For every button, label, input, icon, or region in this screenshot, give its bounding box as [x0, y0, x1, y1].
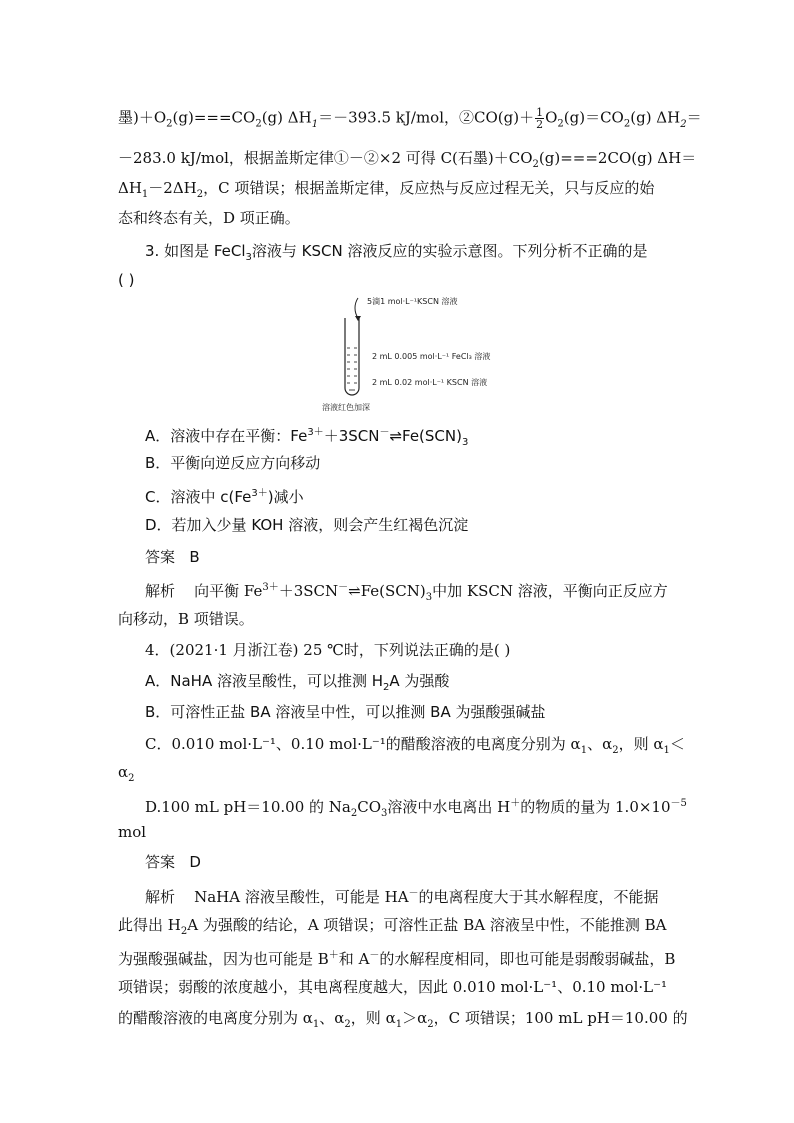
option-c-cont: $\alpha_2$	[118, 763, 135, 784]
text-line: 态和终态有关，D 项正确。	[118, 209, 300, 227]
option-c: C．溶液中 $c(Fe^{3+})$减小	[145, 488, 304, 506]
text-line: －283.0 kJ/mol，根据盖斯定律①－②×2 可得 C(石墨)$+CO_2(g)===2CO(g)$ ΔH＝	[118, 149, 697, 170]
dropper-arrow	[355, 298, 358, 318]
option-b: B．可溶性正盐 BA 溶液呈中性，可以推测 BA 为强酸强碱盐	[145, 703, 546, 721]
text-line: $\Delta H_1-2\Delta H_2$，C 项错误；根据盖斯定律，反应热与反应过程无关，只与反应的始	[118, 179, 655, 200]
answer-row: 答案 D	[145, 853, 201, 871]
fraction: $\frac{1}{2}$	[536, 106, 544, 131]
arrow-head-icon	[355, 316, 361, 321]
option-d: D．若加入少量 KOH 溶液，则会产生红褐色沉淀	[145, 516, 469, 534]
option-d-cont: mol	[118, 823, 147, 841]
text-line: 墨)$+O_2(g)===CO_2(g)$ $\Delta H_1=-393.5$ kJ/mol，②CO(g)＋ $\frac{1}{2}$ $O_2(g)=CO_2(g)$ $\Delta H_2=$	[118, 106, 702, 131]
option-a: A．溶液中存在平衡：$Fe^{3+}+3SCN^-\rightleftharpoons Fe(SCN)_3$	[145, 427, 469, 448]
answer-blank: ( )	[118, 271, 135, 289]
explanation-line: 的醋酸溶液的电离度分别为 $\alpha_1$、$\alpha_2$，则 $\alpha_1>\alpha_2$，C 项错误；100 mL pH＝10.00 的	[118, 1009, 688, 1030]
diagram-top-label: 5滴1 mol·L⁻¹KSCN 溶液	[367, 297, 458, 306]
explanation-line: 向移动，B 项错误。	[118, 610, 254, 628]
option-d: D.100 mL pH＝10.00 的 $Na_2CO_3$溶液中水电离出 H＋的物质的量为 $1.0\times 10^{-5}$	[145, 798, 687, 819]
explanation-line: 项错误；弱酸的浓度越小，其电离程度越大，因此 0.010 mol·L⁻¹、0.10 mol·L⁻¹	[118, 978, 668, 996]
answer-row: 答案 B	[145, 548, 200, 566]
solution-dashes	[347, 348, 357, 390]
explanation-line: 为强酸强碱盐，因为也可能是 B＋和 A－的水解程度相同，即也可能是弱酸弱碱盐，B	[118, 950, 676, 968]
option-b: B．平衡向逆反应方向移动	[145, 454, 321, 472]
explanation-line: 解析 NaHA 溶液呈酸性，可能是 HA－的电离程度大于其水解程度，不能据	[145, 888, 659, 906]
question-3-stem: 3. 如图是 FeCl$_3$溶液与 KSCN 溶液反应的实验示意图。下列分析不正确的是	[145, 242, 648, 263]
diagram-caption: 溶液红色加深	[322, 403, 370, 412]
test-tube	[345, 318, 359, 395]
option-c: C．0.010 mol·L⁻¹、0.10 mol·L⁻¹的醋酸溶液的电离度分别为 $\alpha_1$、$\alpha_2$，则 $\alpha_1<$	[145, 735, 685, 756]
explanation-line: 解析 向平衡 $Fe^{3+}+3SCN^-\rightleftharpoons Fe(SCN)_3$中加 KSCN 溶液，平衡向正反应方	[145, 582, 668, 603]
experiment-diagram	[320, 290, 560, 420]
explanation-line: 此得出 $H_2A$ 为强酸的结论，A 项错误；可溶性正盐 BA 溶液呈中性，不能推测 BA	[118, 916, 667, 937]
option-a: A．NaHA 溶液呈酸性，可以推测 $H_2A$ 为强酸	[145, 672, 450, 693]
diagram-low-label: 2 mL 0.02 mol·L⁻¹ KSCN 溶液	[372, 378, 488, 387]
diagram-mid-label: 2 mL 0.005 mol·L⁻¹ FeCl₃ 溶液	[372, 352, 491, 361]
question-4-stem: 4．(2021·1 月浙江卷) 25 ℃时，下列说法正确的是( )	[145, 641, 511, 659]
